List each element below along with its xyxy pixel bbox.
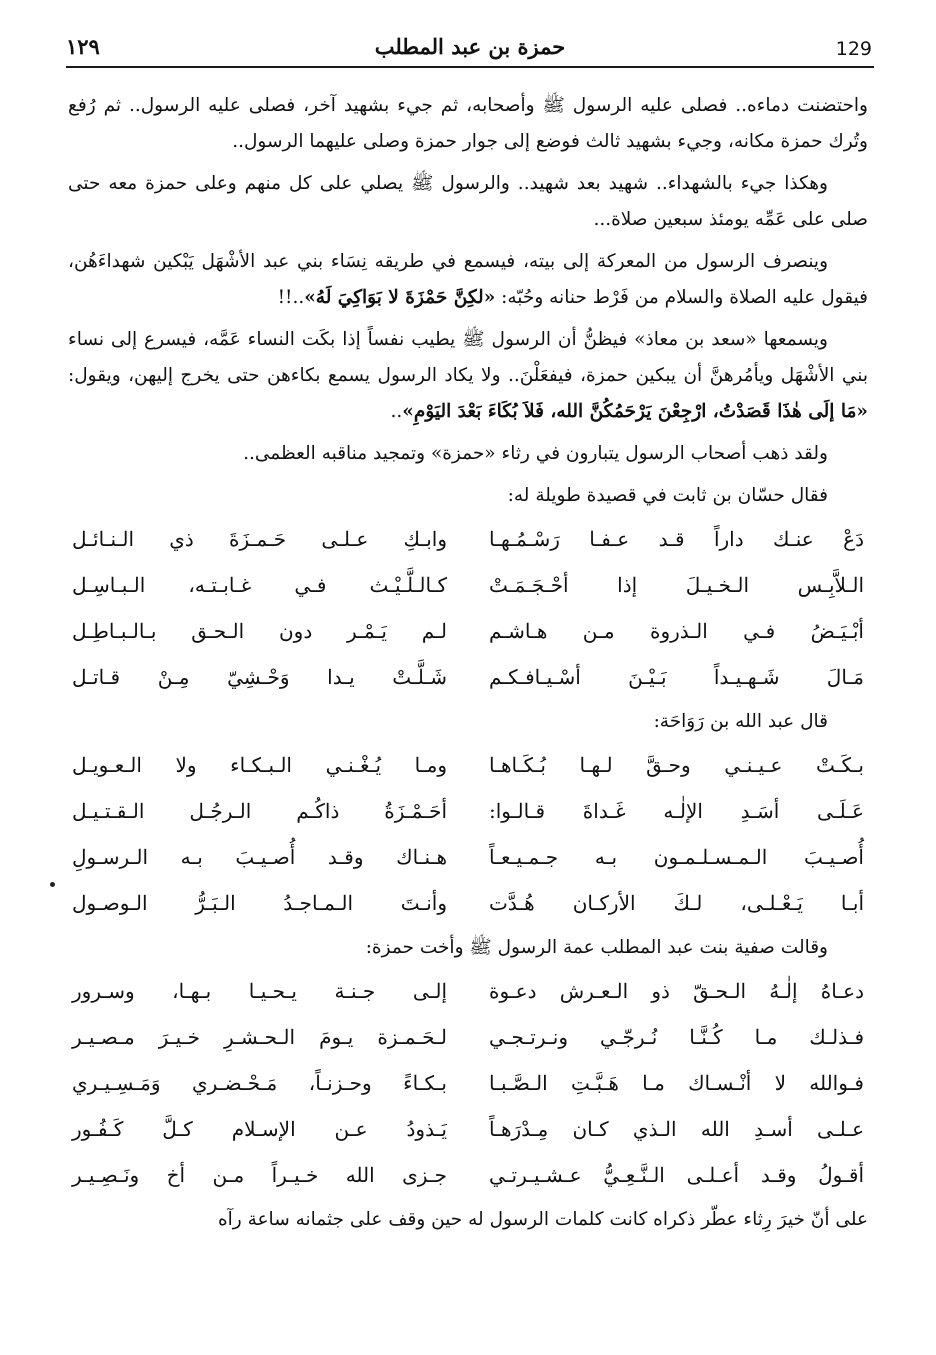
verse — [68, 562, 868, 608]
verse-first-hemistich: دعـاهُ إلٰـهُ الـحـقّ ذو الـعـرش دعـوة — [489, 979, 864, 1003]
poem-intro: وقالت صفية بنت عبد المطلب عمة الرسول ﷺ وأخت حمزة: — [365, 937, 828, 958]
page-number-latin: 129 — [835, 38, 872, 60]
verse-second-hemistich: لـم يَـمْـر دون الـحـق بـالـبـاطِـل — [72, 619, 447, 643]
verse-first-hemistich: عَـلَـى أسَـدِ الإلٰـه غَـداةَ قـالـوا: — [489, 799, 864, 823]
paragraph-text: .. — [390, 401, 403, 422]
verse — [68, 1014, 868, 1060]
verse-second-hemistich: بـكـاءً وحـزنـاً، مَـحْـضـري وَمَـسِـيـري — [72, 1071, 447, 1095]
verse-second-hemistich: وأنـتَ الـمـاجـدُ الـبَـرُّ الـوصـول — [72, 891, 447, 915]
verse-second-hemistich: وابـكِ عـلـى حَـمـزَةَ ذي الـنـائـل — [72, 527, 447, 551]
verse-second-hemistich: شَـلَّـتْ يـدا وَحْـشِيّ مِـنْ قـاتـل — [72, 665, 447, 689]
running-header — [66, 30, 874, 68]
paragraph-text: ويسمعها «سعد بن معاذ» فيظنُّ أن الرسول ﷺ يطيب نفساً إذا بكَت النساء عَمَّه، فيسرع إلى نساء بني الأشْهَل ويأمُرهنَّ أن يبكين حمزة، فيفعَلْنَ.. ولا يكاد الرسول يسمع بكاءهن حتى يخرج إليهن، ويقول: — [68, 329, 868, 386]
verse-first-hemistich: أبْـيَـضُ فـي الـذروة مـن هـاشـم — [489, 619, 864, 643]
verse-second-hemistich: إلـى جـنـة يـحـيـا بـهـا، وسـرور — [72, 979, 447, 1003]
header-rule — [66, 66, 874, 68]
paragraph-text: ..!! — [277, 287, 305, 308]
verse-first-hemistich: فـوالله لا أنْـسـاك مـا هَـبَّـتِ الـصَّـبـا — [489, 1071, 864, 1095]
paragraph — [68, 244, 868, 316]
verse — [68, 742, 868, 788]
verse — [68, 1106, 868, 1152]
poem-ibn-rawaha — [68, 742, 868, 926]
verse-second-hemistich: ومـا يُـغْـنـي الـبـكـاء ولا الـعـويـل — [72, 753, 447, 777]
verse-first-hemistich: بـكَـتْ عـيـنـي وحـقَّ لـهـا بُـكَـاهـا — [489, 753, 864, 777]
verse-first-hemistich: مَـالَ شَـهـيـداً بَـيْـنَ أسْـيـافـكـم — [489, 665, 864, 689]
verse-first-hemistich: أقـولُ وقـد أعـلـى الـنَّـعِـيُّ عـشـيـرتـي — [489, 1163, 864, 1187]
verse-first-hemistich: عـلـى أسـدِ الله الـذي كـان مِـدْرَهـاً — [489, 1117, 864, 1141]
paragraph: وهكذا جيء بالشهداء.. شهيد بعد شهيد.. والرسول ﷺ يصلي على كل منهم وعلى حمزة معه حتى صلى على عَمِّه يومئذ سبعين صلاة... — [68, 173, 868, 230]
verse-first-hemistich: الـلاَّبِـس الـخـيـلَ إذا أحْـجَـمَـتْ — [489, 573, 864, 597]
verse-second-hemistich: جـزى الله خـيـراً مـن أخ ونَـصِـيـر — [72, 1163, 447, 1187]
closing-line: على أنّ خيرَ رِثاء عطّر ذكراه كانت كلمات الرسول له حين وقف على جثمانه ساعة رآه — [217, 1209, 868, 1230]
verse — [68, 880, 868, 926]
paragraph: واحتضنت دماءه.. فصلى عليه الرسول ﷺ وأصحابه، ثم جيء بشهيد آخر، فصلى عليه الرسول.. ثم رُفع وتُرك حمزة مكانه، وجيء بشهيد ثالث فوضع إلى جوار حمزة وصلى عليهما الرسول.. — [68, 95, 868, 152]
verse — [68, 654, 868, 700]
verse-second-hemistich: هـنـاك وقـد أُصـيـبَ بـه الـرسـولِ — [72, 845, 447, 869]
verse-second-hemistich: يَـذودُ عـن الإسـلام كـلَّ كَـفُـور — [72, 1117, 447, 1141]
page-body — [68, 88, 868, 1238]
paragraph — [68, 322, 868, 430]
poem-hassan — [68, 516, 868, 700]
prophet-quote: «لكِنَّ حَمْزَةَ لا بَوَاكِيَ لَهُ» — [304, 287, 496, 308]
verse — [68, 516, 868, 562]
verse-first-hemistich: دَعْ عنـك داراً قـد عـفـا رَسْـمُـهـا — [489, 527, 864, 551]
verse-first-hemistich: أبـا يَـعْـلـى، لـكَ الأركـان هُـدَّت — [489, 891, 864, 915]
verse — [68, 834, 868, 880]
scan-speck — [50, 882, 55, 887]
verse-first-hemistich: أُصـيـبَ الـمـسـلـمـون بـه جـمـيـعـاً — [489, 845, 864, 869]
poem-intro: قال عبد الله بن رَوَاحَة: — [653, 711, 828, 732]
verse-second-hemistich: كـالـلَّـيْـث فـي غـابـتـه، الـبـاسِـل — [72, 573, 447, 597]
page-number-arabic: ١٢٩ — [66, 34, 100, 59]
poem-intro: فقال حسّان بن ثابت في قصيدة طويلة له: — [507, 485, 828, 506]
paragraph: ولقد ذهب أصحاب الرسول يتبارون في رثاء «حمزة» وتمجيد مناقبه العظمى.. — [243, 443, 828, 464]
verse-second-hemistich: لـحَـمـزة يـومَ الـحـشـرِ خـيـرَ مـصـيـر — [72, 1025, 447, 1049]
verse — [68, 608, 868, 654]
paragraph-text: وينصرف الرسول من المعركة إلى بيته، فيسمع في طريقه نِسَاء بني عبد الأشْهَل يَبْكين شهداءَهُن، فيقول عليه الصلاة والسلام من فَرْط حنانه وحُبّه: — [68, 251, 868, 308]
verse-first-hemistich: فـذلـك مـا كُـنَّـا نُـرجّـي ونـرتـجـي — [489, 1025, 864, 1049]
prophet-quote: «مَا إلَى هٰذَا قَصَدْتُ، ارْجِعْنَ يَرْحَمُكُنَّ الله، فَلاَ بُكَاءَ بَعْدَ اليَوْمِ» — [402, 401, 868, 422]
verse — [68, 788, 868, 834]
verse-second-hemistich: أحَـمْـزَةُ ذاكُـم الـرجُـل الـقـتـيـل — [72, 799, 447, 823]
poem-safiyya — [68, 968, 868, 1198]
verse — [68, 968, 868, 1014]
verse — [68, 1060, 868, 1106]
verse — [68, 1152, 868, 1198]
running-title: حمزة بن عبد المطلب — [374, 34, 566, 59]
